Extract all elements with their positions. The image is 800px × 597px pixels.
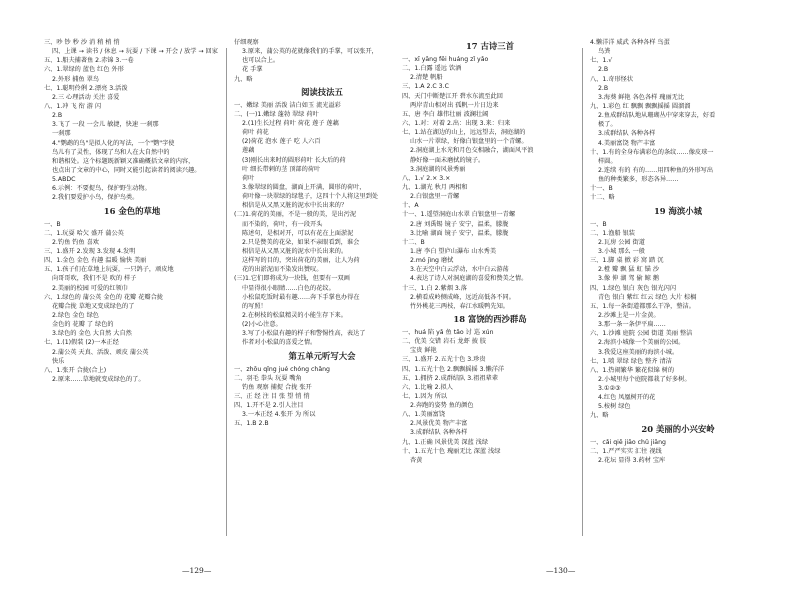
answer-line: 十二、略 [590,194,615,202]
answer-line: 荷叶 [242,174,255,182]
answer-line: 十、A [402,202,419,210]
answer-line: 快乐 [52,357,65,365]
answer-line: 2.风景优美 物产丰富 [410,420,468,428]
answer-line: 一、B [44,220,61,228]
answer-line: 3.在天空中白云浮动，水中白云游荡 [410,266,509,274]
answer-line: 5.桉树 绿色 [598,403,631,411]
answer-line: 4.红色 凤凰树开的花 [598,394,656,402]
answer-line: 七、1.喷 翠绿 绿色 整齐 清洁 [590,357,672,365]
answer-line: 十二、B [402,238,425,246]
answer-line: 三、1.盛开 2.五光十色 3.珍贵 [402,356,486,364]
answer-line: 八、1.√ 2.× 3.× [402,174,451,182]
answer-line: 2.奔跑的姿势 鱼的颜色 [410,402,474,410]
answer-line: 一、huá 陷 yǎ 鱼 tǎo 讨 巡 xún [402,328,494,336]
answer-line: 二、1.白露 遥远 饮酒 [402,65,462,73]
answer-line: 一、zhōu qǐng jué chóng chǎng [234,365,330,373]
answer-line: 2.在树枝的松鼠精灵的小能生存下来。 [242,311,347,319]
answer-line: 四、1.开不是 2.引人注目 [234,402,304,410]
answer-line: 2.连续 有的 有的……用四种鱼的外形写出 [598,166,714,174]
answer-line: 三、吵 钞 秒 沙 消 稍 梢 悄 [44,39,120,46]
answer-line: 二、1.严严实实 汇往 视线 [590,447,662,455]
answer-line: 五、唐 李白 雄伟壮丽 波澜壮阔 [402,110,489,118]
answer-line: 七、1.聪明伶俐 2.漂亮 3.活泼 [44,84,128,92]
answer-line: 九、1.彩色 红 飘飘 飘飘摇摇 圆溜溜 [590,102,691,110]
answer-line: 也可以合上。 [242,57,280,65]
answer-line: 相信是从又黑又脏的泥水中长出来的？ [242,202,348,210]
answer-line: (二)1.荷花的美丽，不是一般的美，是出污泥 [234,211,357,219]
answer-line: 4.表达了诗人对洞庭湖的喜爱和赞美之情。 [410,275,528,283]
page-130-column-1 [402,38,578,465]
answer-line: 2.三 心理活动 关注 喜爱 [52,93,120,101]
answer-line: 极了。 [598,121,617,129]
answer-line: 二、(一)1.嫩绿 蓬勃 翠绿 荷叶 [234,110,319,118]
answer-line: 3.一本正经 4.张开 为 所以 [242,411,316,419]
answer-line: 竹外桃花三两枝，春江水暖鸭先知。 [410,302,509,310]
answer-line: 的写照！ [242,302,267,310]
answer-line: 2.B [598,84,609,92]
answer-line: 2.B [52,112,63,120]
answer-line: 陈述句，是相对开，可以有花在上面淤泥 [242,229,354,237]
answer-line: 五、1.B 2.B [234,420,269,428]
answer-line: 2.洞庭湖上水光和月色交相融合，湖面风平浪 [410,147,534,155]
answer-line: 也点出了文章的中心，同时又能引起读者的阅读兴趣。 [52,166,201,174]
answer-line: 3.我爱这座美丽的海滨小城。 [598,348,679,356]
section-heading: 第五单元听写大会 [288,350,356,361]
answer-line: 宝贵 鲜艳 [410,347,437,355]
answer-line: 三、1.脚 桌 掀 彩 窝 踏 沉 [590,257,664,265]
answer-line: 二、1.玩耍 哈欠 盛开 蒲公英 [44,229,124,237]
answer-line: 二、1.渔船 银装 [590,229,635,237]
answer-line: 2.只是赞美的花朵，如果不亲眼看到，谁会 [242,238,360,246]
answer-line: 五、1.拥挤 2.成群结队 3.祖祖辈辈 [402,374,498,382]
answer-line: 五、1.孩子们在草地上玩耍，一只鸽子，顽皮地 [44,266,174,274]
answer-line: 2.瓦房 公园 街道 [598,238,645,246]
answer-line: 两岸青山相对出 孤帆一片日边来 [410,101,499,109]
section-heading: 18 富饶的西沙群岛 [453,313,527,324]
answer-line: 四、1.五光十色 2.飘飘摇摇 3.懒洋洋 [402,365,505,373]
answer-line: 3.那一条一条伊平扁…… [598,321,666,329]
answer-line: 六、1.绿色的 蒲公英 金色的 花瓣 花瓣合拢 [44,293,163,301]
answer-line: 相信是从又黑又脏的泥水中长出来的。 [242,247,348,255]
answer-line: 一刹那 [52,130,71,138]
answer-line: 六、1.对：对着 2.出：出现 3.来：归来 [402,119,511,127]
answer-line: 和谐相处。这个标题既新颖又准确概括文章的内容， [52,157,195,165]
answer-line: 叶 细长带刺的茎 顶部的荷叶 [242,165,321,173]
answer-line: 2.钓鱼 钓鱼 喜欢 [52,238,99,246]
answer-line: 花的出淤泥而不染发出赞叹。 [242,266,323,274]
answer-line: 3.比喻 湖面 镜子 安宁，温柔，朦胧 [410,229,509,237]
answer-line: 2.B [598,66,609,74]
answer-line: (三)1.它们即将成为一块钱，但要有一双画 [234,275,350,283]
answer-line: 2.横看成岭侧成峰，远近高低各不同。 [410,293,515,301]
answer-line: 3.洞庭湖的风景秀丽 [410,165,466,173]
section-heading: 16 金色的草地 [103,205,161,216]
answer-line: 八、1.热闹繁华 繁花似锦 树的 [590,366,675,374]
answer-line: (2)荷花 泡水 莲子 吃 人六百 [242,138,321,146]
answer-line: 八、1.美丽富饶 [402,411,446,419]
answer-line: 鱼的种类繁多，形态各异…… [598,176,679,184]
answer-line: 2.海滨小城像一个美丽的公园。 [598,339,685,347]
answer-line: 2.白银盘里一青螺 [410,193,460,201]
answer-line: 样圆。 [598,157,617,165]
answer-line: 莲藕 [242,147,255,155]
answer-line: 八、1.冲 飞 衔 游 闪 [44,102,102,110]
answer-line: 3.小城 那么 一般 [598,247,645,255]
answer-line: 七、1.站在湖边的山上，远远望去，洞庭湖的 [402,129,526,137]
answer-line: 花瓣合拢 草地又变成绿色的了 [52,302,135,310]
section-heading: 20 美丽的小兴安岭 [641,423,715,434]
answer-line: 二、羽毛 拳头 玩耍 嘴角 [234,374,302,382]
answer-line: 十一、B [590,185,613,193]
answer-line: 2.(1)生长过程 荷叶 荷花 莲子 莲藕 [242,119,339,127]
section-heading: 19 海滨小城 [653,205,703,216]
answer-line: 3.像翠绿的圆盘，湖面上开满，圆形的荷叶， [242,183,366,191]
answer-line: 花 手掌 [242,66,263,74]
answer-line: 2.清楚 帆船 [410,74,443,82]
section-heading: 阅读技法五 [301,86,343,97]
answer-line: 2.沙滩上是一片金黄。 [598,311,660,319]
answer-line: 十一、1.遥望洞庭山水翠 白银盘里一青螺 [402,211,516,219]
answer-line: 七、1.√ [590,57,613,65]
answer-line: 七、1.因为 所以 [402,392,447,400]
answer-line: 2.原来……草地就变成绿色的了。 [52,375,145,383]
answer-line: 2.绿色 金色 绿色 [52,311,99,319]
answer-line: 四、1.绿色 银白 灰色 银光闪闪 [590,284,677,292]
answer-line: 2.鱼成群结队地从珊瑚丛中穿来穿去，好看 [598,112,716,120]
answer-line: 八、1.张开 合拢(合上) [44,366,107,374]
answer-line: 3.成群结队 各种各样 [598,130,656,138]
answer-line: 四、1.金色 金色 有趣 温暖 愉快 美丽 [44,257,147,265]
answer-line: (3)刚长出来时的圆形荷叶 长大后的荷 [242,156,346,164]
answer-line: 一、嫩绿 美丽 活泼 洁白如玉 流光溢彩 [234,101,341,109]
answer-line: (2)小心注意。 [242,321,282,329]
answer-line: 二、优美 交错 岩石 龙虾 披 肢 [402,338,487,346]
answer-line: 鸟儿有了灵性，体现了鸟和人在大自然中的 [52,148,170,156]
answer-line: 4.美丽富饶 物产丰富 [598,139,656,147]
answer-line: 六、1.沙滩 庭院 公园 街道 美丽 整洁 [590,330,693,338]
answer-line: 作者对小松鼠的喜爱之情。 [242,339,317,347]
answer-line: 2.蒲公英 天真、活泼、顽皮 蒲公英 [52,348,149,356]
answer-line: 荷叶像一块翠绿的绿毯子，这四十个人将这里到处 [242,193,379,201]
answer-line: 3.①②③ [598,385,621,393]
page-129-column-1 [44,38,220,384]
answer-line: 十三、1.白 2.紫烟 3.落 [402,284,467,292]
answer-line: 九、略 [234,75,253,83]
page-129-column-2 [234,38,410,428]
answer-line: 八、1.奇形怪状 [590,75,634,83]
answer-line: 一、xī yāng fēi huáng zǐ yǎo [402,56,489,63]
answer-line: 荷叶 荷花 [242,129,269,137]
answer-line: 6.示例：不要捉鸟，保护野生动物。 [52,185,151,193]
answer-line: 2.小城里每个庭院都栽了好多树。 [598,375,691,383]
answer-line: 十、1.有的全身布满彩色的条纹……像皮球一 [590,148,714,156]
answer-line: 三、1.A 2.C 3.C [402,83,449,91]
answer-line: 而不染的，荷叶，有一段开头 [242,220,323,228]
answer-line: 2.花坛 显得 3.药材 宝库 [598,456,666,464]
answer-line: 青色 银白 紫红 红云 绿色 大片 棕榈 [598,293,697,301]
page-130 [400,0,800,597]
answer-line: 五、1.每一条街道都那么干净，整洁。 [590,302,695,310]
answer-line: 2.外形 捕鱼 翠鸟 [52,75,99,83]
answer-line: 这样写的目的，突出荷花的美丽，让人为荷 [242,257,360,265]
answer-line: 钓鱼 观察 捕捉 合拢 张开 [242,383,312,391]
answer-line: 2.mó jìng 磨拭 [410,257,454,265]
answer-line: 2.我们要爱护小鸟，保护鸟类。 [52,194,139,202]
answer-line: 3.飞了 一段 一会儿 敏捷，快速 一刹那 [52,121,159,129]
answer-line: 3.原来，蒲公英的花就像我们的手掌，可以张开， [242,48,378,56]
answer-line: 七、1.(1)假装 (2)一本正经 [44,339,119,347]
page-number: —130— [546,566,576,575]
answer-line: 3.绿色的 金色 大自然 大自然 [52,330,132,338]
answer-line: 2.美丽的校园 可爱的红领巾 [52,284,128,292]
answer-line: 五、1.船夫捕著鱼 2.赤锦 3.一卷 [44,57,134,65]
answer-line: 六、1.翠绿的 蓝色 红色 外形 [44,66,124,74]
section-heading: 17 古诗三首 [465,41,515,51]
answer-line: 小松鼠吃饭时最有趣……奔下手掌也办得在 [242,293,360,301]
answer-line: 向哥哥吹，我们不是 吹的 样子 [52,275,137,283]
answer-line: 3.成群结队 各种各样 [410,429,468,437]
column-divider [226,48,227,536]
page-number: —129— [182,566,212,575]
answer-line: 一、cǎi qiē jiāo chǔ jiāng [590,438,666,446]
answer-line: 3.写了小松鼠有趣的样子和警惕性高，表达了 [242,330,366,338]
answer-line: 九、略 [590,412,609,420]
answer-line: 九、1.正确 风景优美 深蓝 浅绿 [402,438,489,446]
answer-line: 静好像一面未磨拭的镜子。 [410,156,485,164]
answer-line: 2.橙 瓣 飘 猛 虹 锚 沙 [598,266,660,274]
answer-line: 1.唐 李白 望庐山瀑布 山水秀美 [410,247,497,255]
page-130-column-2 [590,38,766,465]
column-divider [582,48,583,536]
answer-line: 四、天门中断楚江开 碧水东流至此回 [402,92,503,100]
answer-line: 5.ABDC [52,176,76,184]
answer-line: 仔细观察 [234,39,259,46]
answer-line: 4."鹦鹉的鸟"是拟人化的写法，一个"鹦"字使 [52,139,175,147]
answer-line: 4.懒洋洋 威武 各种各样 鸟蛋 [590,39,670,46]
answer-line: 六、1.比喻 2.拟人 [402,383,453,391]
answer-line: 杏黄 [410,456,423,464]
answer-line: 金色的 花瓣 了 绿色的 [52,321,114,329]
answer-line: 九、1.湖光 秋月 两相和 [402,183,468,191]
answer-line: 鸟粪 [598,48,611,56]
answer-line: 中显得很小眼睛……白色的花纹。 [242,284,335,292]
answer-line: 三、1.盛开 2.发现 3.发现 4.发明 [44,247,136,255]
answer-line: 山水一片翠绿，好像白银盘里的一个青螺。 [410,138,528,146]
answer-line: 四、上课 → 读书 / 休息 → 玩耍 / 下课 → 开会 / 放学 → 回家 [52,48,218,56]
answer-line: 3.海葵 鲜艳 各色各样 瑰丽无比 [598,93,685,101]
answer-line: 十、1.五光十色 瑰丽无比 深蓝 浅绿 [402,447,501,455]
answer-line: 一、B [590,220,607,228]
answer-line: 3.像 伸 湖 驾 偷 鲸 鹅 [598,275,660,283]
answer-line: 2.唐 刘禹锡 镜子 安宁，温柔，朦胧 [410,220,509,228]
answer-line: 三、正 经 注 目 张 望 悄 悄 [234,392,310,400]
